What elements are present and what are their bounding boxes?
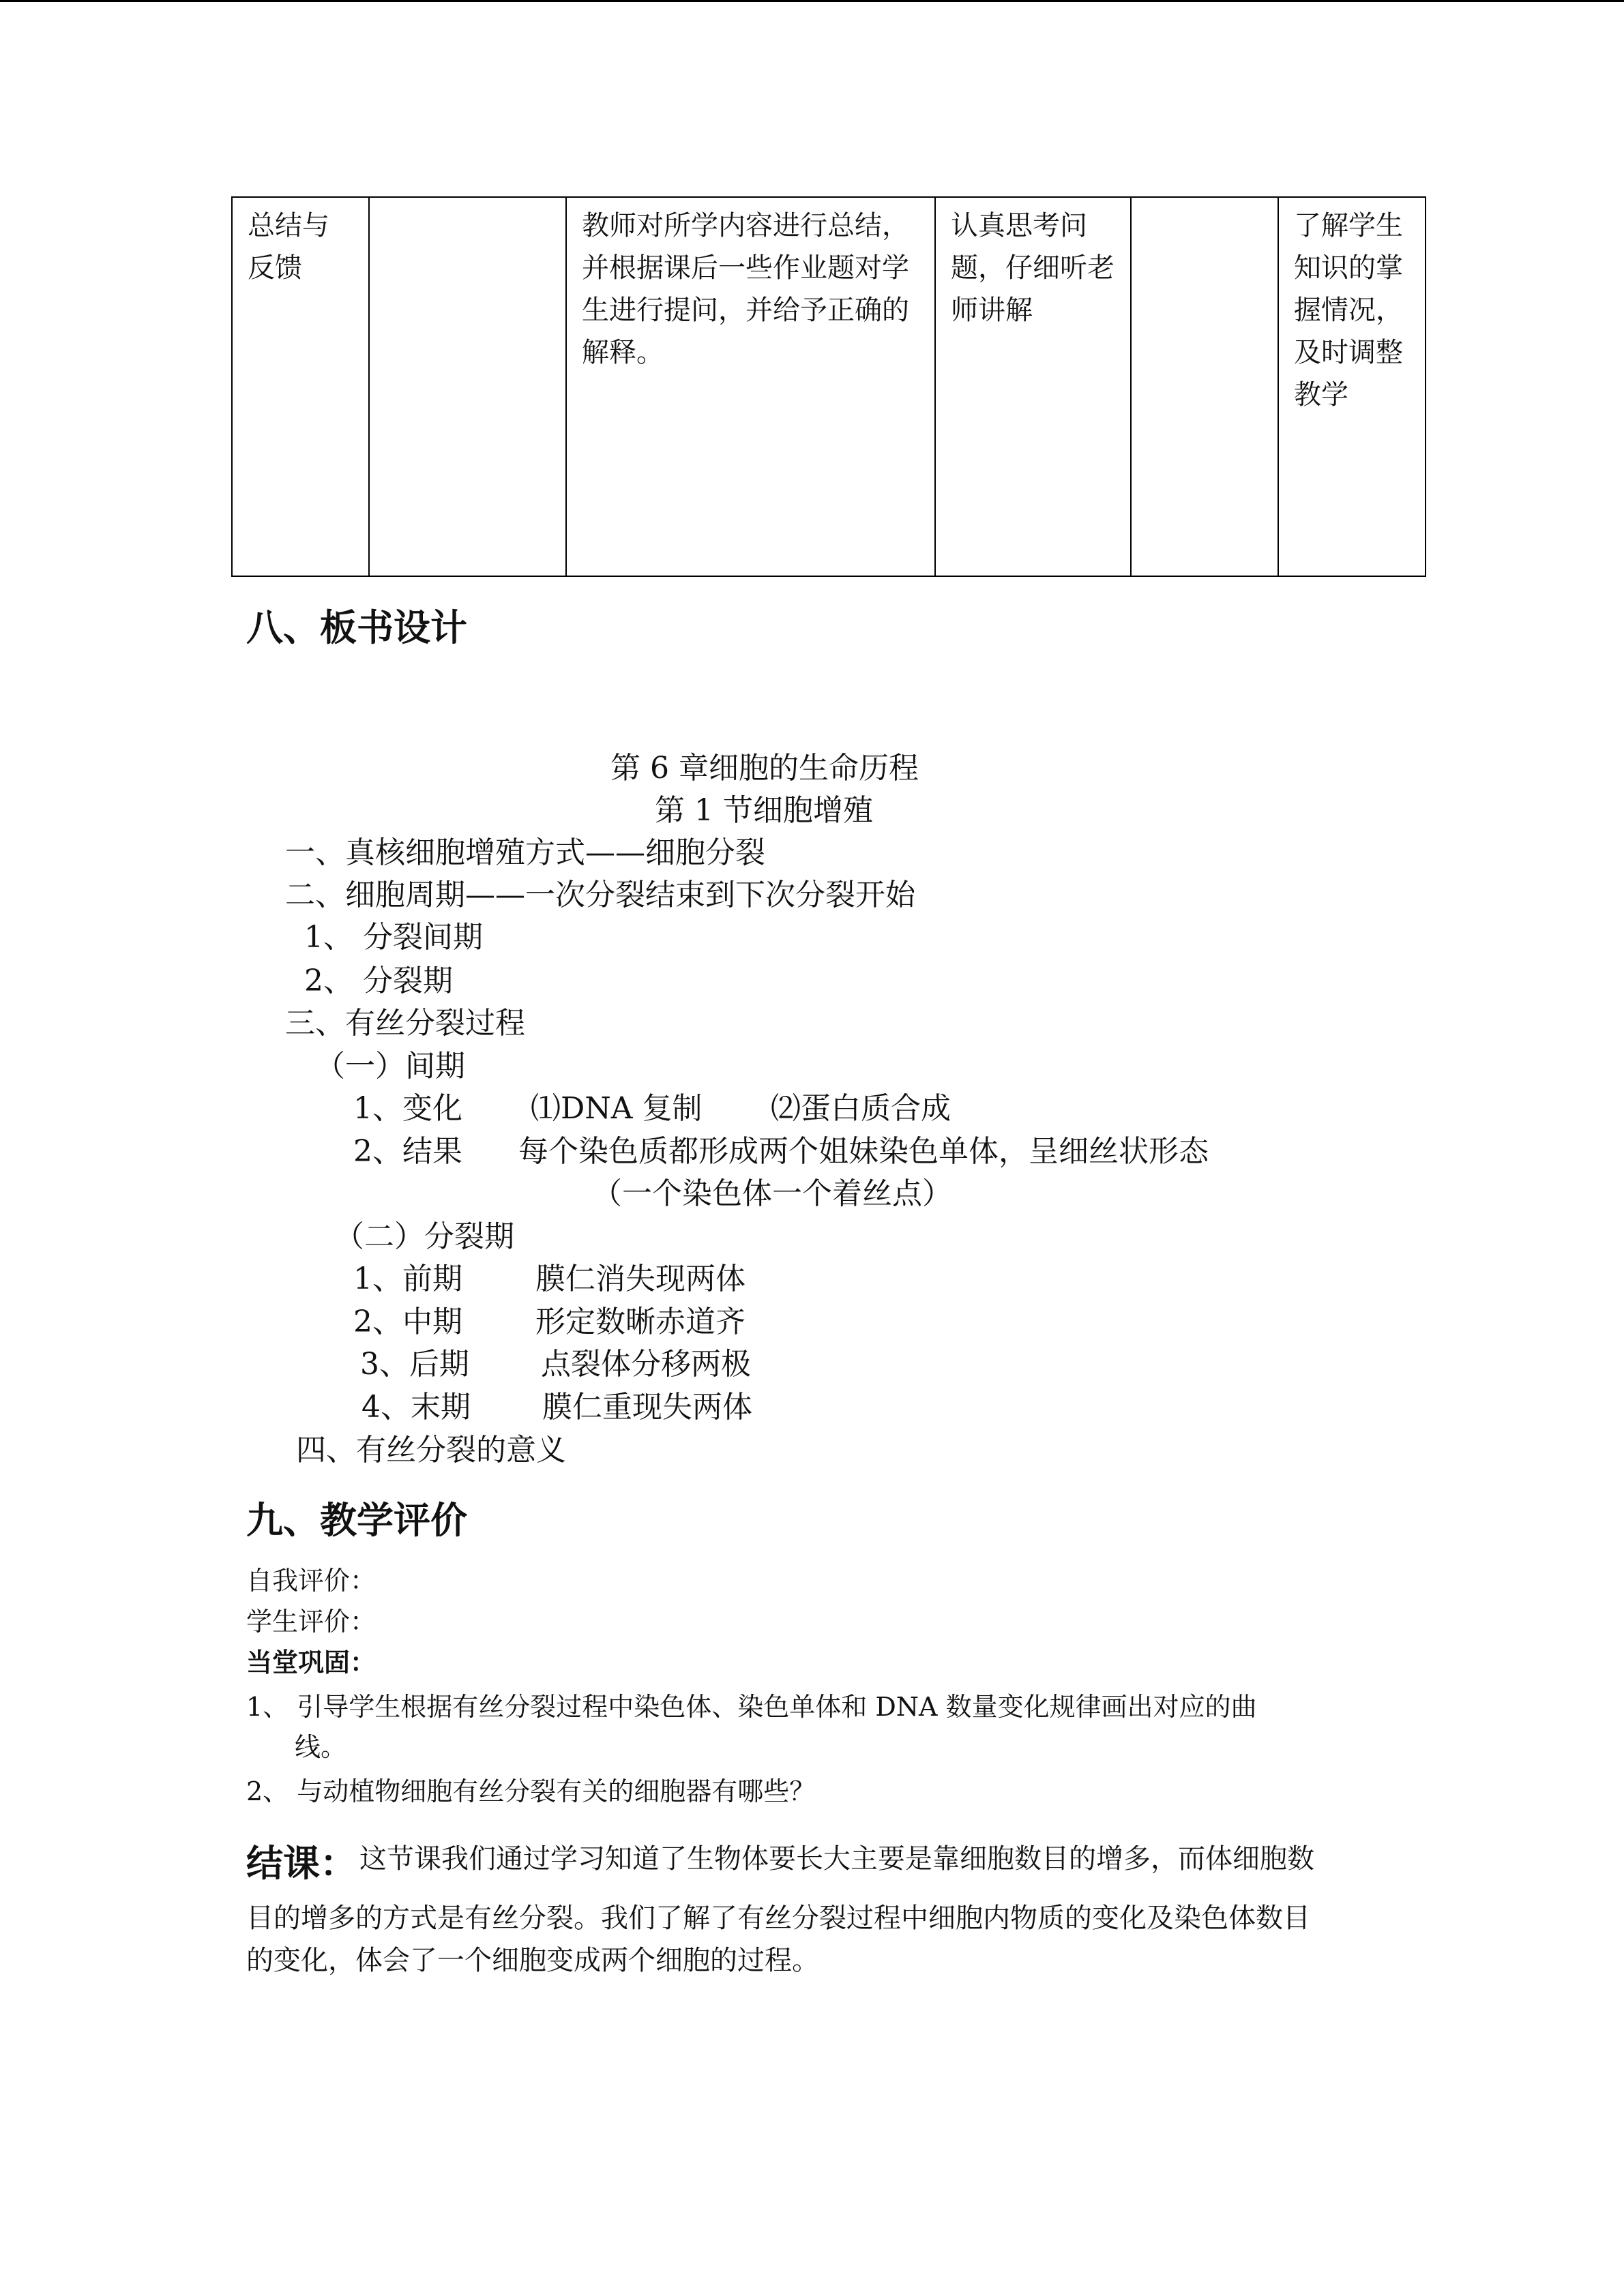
phase-label: 1、前期 [353,1262,462,1296]
empty-cell [1131,197,1278,576]
outline-text: 每个染色质都形成两个姐妹染色单体，呈细丝状形态 [518,1134,1209,1169]
outline-line: 二、细胞周期——一次分裂结束到下次分裂开始 [285,878,915,912]
conclusion-line: 这节课我们通过学习知道了生物体要长大主要是靠细胞数目的增多，而体细胞数 [359,1843,1314,1875]
stage-cell [232,197,369,576]
outline-line: 2、 分裂期 [304,964,453,998]
conclusion-label: 结课： [246,1842,357,1885]
outline-text: ⑴DNA 复制 [531,1091,703,1126]
teacher-activity-cell [566,197,935,576]
lesson-table [231,196,1426,577]
conclusion-line: 的变化，体会了一个细胞变成两个细胞的过程。 [246,1945,819,1976]
self-evaluation-label: 自我评价： [246,1566,377,1596]
phase-text: 点裂体分移两极 [541,1347,751,1382]
outline-line: 三、有丝分裂过程 [285,1006,525,1041]
outline-label: 2、结果 [353,1134,462,1169]
outline-label: 1、变化 [353,1091,462,1126]
outline-line: （一）间期 [315,1049,465,1084]
teacher-activity-text: 教师对所学内容进行总结，并根据课后一些作业题对学生进行提问，并给予正确的解释。 [582,210,909,368]
phase-text: 膜仁消失现两体 [535,1262,745,1296]
section-title: 第 1 节细胞增殖 [655,793,873,828]
question-1-line2: 线。 [295,1732,347,1762]
outline-line: 1、 分裂间期 [304,920,483,955]
phase-label: 2、中期 [353,1304,462,1339]
student-activity-cell [935,197,1131,576]
outline-line: 四、有丝分裂的意义 [296,1433,566,1467]
phase-label: 3、后期 [360,1347,469,1382]
section9-heading: 九、教学评价 [246,1499,467,1542]
page-top-border [0,0,1624,2]
student-activity-text: 认真思考问题，仔细听老师讲解 [951,210,1114,326]
question-2: 2、 与动植物细胞有丝分裂有关的细胞器有哪些？ [246,1776,816,1806]
student-evaluation-label: 学生评价： [246,1607,377,1637]
outline-line: （一个染色体一个着丝点） [592,1176,952,1211]
consolidation-label: 当堂巩固： [246,1648,377,1678]
intent-text: 了解学生知识的掌握情况，及时调整教学 [1294,210,1403,411]
section8-heading: 八、板书设计 [246,606,467,649]
stage-text: 总结与反馈 [248,210,329,284]
intent-cell [1278,197,1426,576]
phase-text: 膜仁重现失两体 [542,1390,752,1425]
empty-cell [369,197,566,576]
outline-line: （二）分裂期 [334,1219,514,1254]
phase-label: 4、末期 [361,1390,471,1425]
table-row [232,197,1426,576]
outline-line: 一、真核细胞增殖方式——细胞分裂 [285,835,765,870]
conclusion-line: 目的增多的方式是有丝分裂。我们了解了有丝分裂过程中细胞内物质的变化及染色体数目 [246,1903,1310,1934]
chapter-title: 第 6 章细胞的生命历程 [610,751,919,786]
outline-text: ⑵蛋白质合成 [771,1091,951,1126]
phase-text: 形定数晰赤道齐 [535,1304,745,1339]
question-1-line1: 1、 引导学生根据有丝分裂过程中染色体、染色单体和 DNA 数量变化规律画出对应的曲 [246,1692,1257,1722]
